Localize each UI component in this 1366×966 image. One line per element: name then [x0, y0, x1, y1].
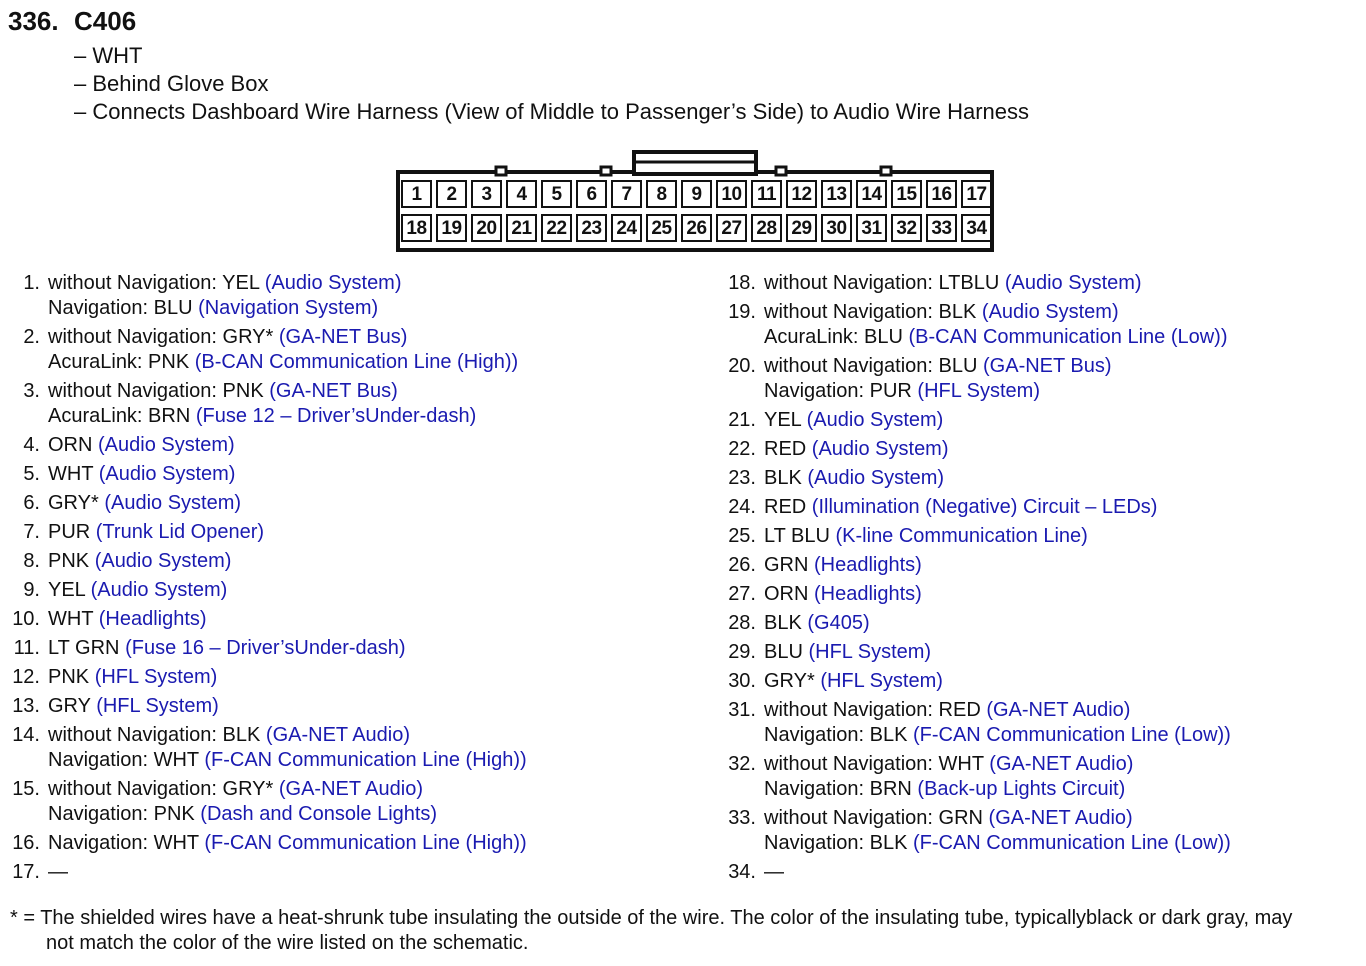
- connector-pin: 21: [506, 214, 537, 242]
- connector-pin: 32: [891, 214, 922, 242]
- connector-pin: 12: [786, 180, 817, 208]
- pin-entry: [716, 640, 1366, 665]
- wire-color: YEL: [764, 409, 807, 431]
- pin-line: [48, 296, 700, 321]
- pin-entry: [0, 520, 700, 545]
- pin-line: [48, 607, 700, 632]
- circuit-reference: (F-CAN Communication Line (High)): [204, 832, 527, 854]
- wire-color: WHT: [48, 608, 99, 630]
- pin-line: [764, 831, 1366, 856]
- pin-line: [764, 723, 1366, 748]
- wire-color: without Navigation: YEL: [48, 272, 265, 294]
- pin-list-right: [716, 271, 1366, 889]
- circuit-reference: (K-line Communication Line): [835, 525, 1088, 547]
- pin-line: [48, 379, 700, 404]
- pin-number: 23.: [728, 467, 756, 489]
- wire-color: GRY: [48, 695, 97, 717]
- pin-entry: [716, 752, 1366, 802]
- pin-line: [48, 325, 700, 350]
- pin-entry: [0, 607, 700, 632]
- wire-color: PNK: [48, 550, 95, 572]
- pin-line: [48, 433, 700, 458]
- connector-pin: 14: [856, 180, 887, 208]
- circuit-reference: (Dash and Console Lights): [200, 803, 438, 825]
- pin-number: 1.: [23, 272, 40, 294]
- pin-line: [48, 831, 700, 856]
- wire-color: Navigation: PNK: [48, 803, 201, 825]
- connector-description: [74, 42, 1029, 126]
- pin-list-left: [0, 271, 700, 889]
- pin-entry: [716, 408, 1366, 433]
- pin-entry: [0, 723, 700, 773]
- wire-color: BLK: [764, 612, 808, 634]
- wire-color: Navigation: BLU: [48, 297, 199, 319]
- connector-pin: 20: [471, 214, 502, 242]
- connector-pin: 17: [961, 180, 992, 208]
- pin-line: [48, 748, 700, 773]
- pin-number: 9.: [23, 579, 40, 601]
- wire-color: without Navigation: RED: [764, 699, 987, 721]
- pin-entry: [0, 325, 700, 375]
- wire-color: without Navigation: GRN: [764, 807, 989, 829]
- pin-line: [48, 271, 700, 296]
- circuit-reference: (Audio System): [98, 434, 235, 456]
- wire-color: without Navigation: BLK: [764, 301, 982, 323]
- connector-pin: 9: [681, 180, 712, 208]
- wire-color: —: [48, 861, 68, 883]
- pin-number: 25.: [728, 525, 756, 547]
- circuit-reference: (GA-NET Bus): [983, 355, 1112, 377]
- connector-pin: 31: [856, 214, 887, 242]
- pin-line: [48, 777, 700, 802]
- pin-entry: [0, 831, 700, 856]
- circuit-reference: (HFL System): [808, 641, 932, 663]
- wire-color: YEL: [48, 579, 91, 601]
- circuit-reference: (HFL System): [820, 670, 943, 692]
- pin-entry: [716, 611, 1366, 636]
- circuit-reference: (Audio System): [807, 467, 945, 489]
- pin-line: [764, 379, 1366, 404]
- connector-pin: 16: [926, 180, 957, 208]
- pin-entry: [0, 694, 700, 719]
- pin-line: [764, 354, 1366, 379]
- circuit-reference: (Audio System): [806, 409, 944, 431]
- pin-entry: [716, 271, 1366, 296]
- pin-number: 11.: [13, 637, 40, 659]
- pin-line: [764, 325, 1366, 350]
- circuit-reference: (Headlights): [814, 583, 922, 605]
- pin-entry: [0, 491, 700, 516]
- connector-pin: 29: [786, 214, 817, 242]
- pin-entry: [716, 466, 1366, 491]
- circuit-reference: (Back-up Lights Circuit): [917, 778, 1126, 800]
- pin-entry: [716, 860, 1366, 885]
- wire-color: AcuraLink: PNK: [48, 351, 195, 373]
- pin-entry: [716, 582, 1366, 607]
- footnote: [10, 906, 1360, 956]
- circuit-reference: (GA-NET Audio): [278, 778, 423, 800]
- connector-pin: 23: [576, 214, 607, 242]
- pin-number: 32.: [728, 753, 756, 775]
- pin-entry: [0, 433, 700, 458]
- pin-entry: [0, 777, 700, 827]
- pin-number: 5.: [23, 463, 40, 485]
- connector-pin: 11: [751, 180, 782, 208]
- pin-line: [48, 694, 700, 719]
- pin-line: [48, 723, 700, 748]
- circuit-reference: (Fuse 12 – Driver’sUnder-dash): [195, 405, 477, 427]
- connector-pin: 15: [891, 180, 922, 208]
- pin-line: [764, 698, 1366, 723]
- pin-line: [48, 860, 700, 885]
- pin-line: [48, 636, 700, 661]
- wire-color: Navigation: BLK: [764, 724, 913, 746]
- wire-color: ORN: [764, 583, 814, 605]
- connector-pin: 19: [436, 214, 467, 242]
- wire-color: Navigation: PUR: [764, 380, 918, 402]
- wire-color: without Navigation: WHT: [764, 753, 990, 775]
- pin-line: [764, 860, 1366, 885]
- circuit-reference: (Fuse 16 – Driver’sUnder-dash): [125, 637, 406, 659]
- circuit-reference: (Headlights): [98, 608, 207, 630]
- connector-pin: 18: [401, 214, 432, 242]
- circuit-reference: (Trunk Lid Opener): [95, 521, 265, 543]
- connector-pin: 25: [646, 214, 677, 242]
- pin-entry: [716, 354, 1366, 404]
- wire-color: without Navigation: BLK: [48, 724, 266, 746]
- pin-entry: [716, 553, 1366, 578]
- wire-color: GRN: [764, 554, 814, 576]
- wire-color: LT GRN: [48, 637, 126, 659]
- connector-pin: 2: [436, 180, 467, 208]
- pin-number: 4.: [23, 434, 40, 456]
- wire-color: GRY*: [48, 492, 105, 514]
- pin-entry: [716, 437, 1366, 462]
- connector-pin: 8: [646, 180, 677, 208]
- pin-number: 17.: [12, 861, 40, 883]
- connector-pin: 34: [961, 214, 992, 242]
- description-connects: – Connects Dashboard Wire Harness (View of Middle to Passenger’s Side) to Audio Wire Harness: [74, 99, 1030, 124]
- connector-pin: 3: [471, 180, 502, 208]
- wire-color: without Navigation: PNK: [48, 380, 270, 402]
- pin-entry: [0, 462, 700, 487]
- circuit-reference: (F-CAN Communication Line (Low)): [912, 724, 1231, 746]
- circuit-reference: (GA-NET Audio): [988, 807, 1133, 829]
- circuit-reference: (GA-NET Audio): [986, 699, 1131, 721]
- pin-line: [764, 408, 1366, 433]
- wire-color: BLK: [764, 467, 808, 489]
- wire-color: ORN: [48, 434, 98, 456]
- pin-number: 34.: [728, 861, 756, 883]
- wire-color: RED: [764, 438, 812, 460]
- pin-line: [48, 462, 700, 487]
- pin-number: 8.: [23, 550, 40, 572]
- wire-color: AcuraLink: BLU: [764, 326, 909, 348]
- pin-number: 29.: [728, 641, 756, 663]
- pin-number: 21.: [728, 409, 756, 431]
- pin-line: [48, 520, 700, 545]
- connector-pin: 5: [541, 180, 572, 208]
- pin-line: [764, 806, 1366, 831]
- pin-line: [764, 524, 1366, 549]
- pin-entry: [0, 271, 700, 321]
- circuit-reference: (Navigation System): [198, 297, 379, 319]
- connector-pin: 26: [681, 214, 712, 242]
- pin-number: 13.: [12, 695, 40, 717]
- circuit-reference: (Audio System): [264, 272, 402, 294]
- item-number: 336.: [8, 6, 59, 36]
- pin-line: [764, 466, 1366, 491]
- pin-number: 28.: [728, 612, 756, 634]
- wire-color: without Navigation: GRY*: [48, 326, 279, 348]
- wire-color: AcuraLink: BRN: [48, 405, 196, 427]
- footnote-line-2: not match the color of the wire listed on the schematic.: [46, 932, 529, 954]
- wire-color: GRY*: [764, 670, 821, 692]
- pin-line: [48, 350, 700, 375]
- connector-pin: 10: [716, 180, 747, 208]
- pin-entry: [0, 860, 700, 885]
- connector-name: C406: [74, 6, 137, 36]
- pin-entry: [716, 698, 1366, 748]
- circuit-reference: (HFL System): [96, 695, 219, 717]
- pin-entry: [0, 636, 700, 661]
- circuit-reference: (GA-NET Bus): [278, 326, 408, 348]
- pin-line: [764, 553, 1366, 578]
- pin-number: 7.: [23, 521, 40, 543]
- circuit-reference: (GA-NET Bus): [269, 380, 398, 402]
- pin-number: 12.: [12, 666, 40, 688]
- description-location: – Behind Glove Box: [74, 71, 269, 96]
- connector-title: [8, 6, 136, 37]
- pin-entry: [0, 549, 700, 574]
- pin-number: 30.: [728, 670, 756, 692]
- connector-pin: 33: [926, 214, 957, 242]
- circuit-reference: (HFL System): [94, 666, 218, 688]
- pin-number: 2.: [23, 326, 40, 348]
- connector-pin: 27: [716, 214, 747, 242]
- pin-entry: [716, 669, 1366, 694]
- pin-line: [764, 777, 1366, 802]
- pin-entry: [716, 524, 1366, 549]
- description-color: – WHT: [74, 43, 143, 68]
- pin-entry: [0, 578, 700, 603]
- wire-color: Navigation: BRN: [764, 778, 918, 800]
- circuit-reference: (Audio System): [104, 492, 242, 514]
- circuit-reference: (Audio System): [811, 438, 949, 460]
- pin-line: [764, 300, 1366, 325]
- wire-color: without Navigation: LTBLU: [764, 272, 1005, 294]
- connector-diagram: [396, 150, 996, 252]
- pin-number: 16.: [12, 832, 40, 854]
- connector-pin: 28: [751, 214, 782, 242]
- pin-entry: [716, 495, 1366, 520]
- pin-entry: [716, 300, 1366, 350]
- pin-line: [764, 669, 1366, 694]
- wire-color: LT BLU: [764, 525, 836, 547]
- wire-color: —: [764, 861, 784, 883]
- connector-pin: 1: [401, 180, 432, 208]
- pin-line: [764, 271, 1366, 296]
- circuit-reference: (G405): [807, 612, 870, 634]
- circuit-reference: (Audio System): [90, 579, 228, 601]
- pin-number: 20.: [728, 355, 756, 377]
- pin-line: [48, 578, 700, 603]
- pin-entry: [0, 665, 700, 690]
- circuit-reference: (Audio System): [1004, 272, 1142, 294]
- pin-entry: [716, 806, 1366, 856]
- pin-number: 24.: [728, 496, 756, 518]
- pin-line: [764, 752, 1366, 777]
- pin-line: [48, 491, 700, 516]
- circuit-reference: (Audio System): [981, 301, 1119, 323]
- connector-pin: 30: [821, 214, 852, 242]
- pin-number: 14.: [12, 724, 40, 746]
- circuit-reference: (GA-NET Audio): [989, 753, 1134, 775]
- wire-color: PNK: [48, 666, 95, 688]
- connector-pin: 24: [611, 214, 642, 242]
- pin-line: [764, 582, 1366, 607]
- pin-line: [48, 549, 700, 574]
- pin-number: 15.: [12, 778, 40, 800]
- circuit-reference: (Audio System): [94, 550, 232, 572]
- pin-line: [764, 640, 1366, 665]
- connector-pin: 7: [611, 180, 642, 208]
- pin-number: 19.: [728, 301, 756, 323]
- pin-number: 3.: [23, 380, 40, 402]
- wire-color: Navigation: BLK: [764, 832, 913, 854]
- pin-number: 18.: [728, 272, 756, 294]
- wire-color: Navigation: WHT: [48, 832, 205, 854]
- pin-entry: [0, 379, 700, 429]
- wire-color: BLU: [764, 641, 809, 663]
- circuit-reference: (B-CAN Communication Line (High)): [194, 351, 519, 373]
- connector-pin: 13: [821, 180, 852, 208]
- connector-pin: 22: [541, 214, 572, 242]
- circuit-reference: (F-CAN Communication Line (Low)): [912, 832, 1231, 854]
- wire-color: without Navigation: GRY*: [48, 778, 279, 800]
- wire-color: WHT: [48, 463, 99, 485]
- pin-line: [48, 802, 700, 827]
- circuit-reference: (GA-NET Audio): [265, 724, 411, 746]
- connector-pin: 4: [506, 180, 537, 208]
- pin-line: [764, 437, 1366, 462]
- pin-line: [48, 665, 700, 690]
- circuit-reference: (HFL System): [917, 380, 1041, 402]
- pin-number: 33.: [728, 807, 756, 829]
- circuit-reference: (Audio System): [98, 463, 236, 485]
- pin-number: 26.: [728, 554, 756, 576]
- pin-number: 22.: [728, 438, 756, 460]
- pin-line: [764, 495, 1366, 520]
- pin-line: [764, 611, 1366, 636]
- pin-line: [48, 404, 700, 429]
- circuit-reference: (Headlights): [814, 554, 922, 576]
- pin-number: 6.: [23, 492, 40, 514]
- circuit-reference: (F-CAN Communication Line (High)): [204, 749, 527, 771]
- pin-number: 10.: [12, 608, 40, 630]
- connector-pin: 6: [576, 180, 607, 208]
- footnote-line-1: * = The shielded wires have a heat-shrunk tube insulating the outside of the wire. The color of the insulating tube, typicallyblack or dark gray, may: [10, 907, 1293, 929]
- circuit-reference: (Illumination (Negative) Circuit – LEDs): [811, 496, 1158, 518]
- pin-number: 27.: [728, 583, 756, 605]
- wire-color: Navigation: WHT: [48, 749, 205, 771]
- wire-color: without Navigation: BLU: [764, 355, 984, 377]
- circuit-reference: (B-CAN Communication Line (Low)): [908, 326, 1228, 348]
- pin-number: 31.: [728, 699, 756, 721]
- wire-color: PUR: [48, 521, 96, 543]
- wire-color: RED: [764, 496, 812, 518]
